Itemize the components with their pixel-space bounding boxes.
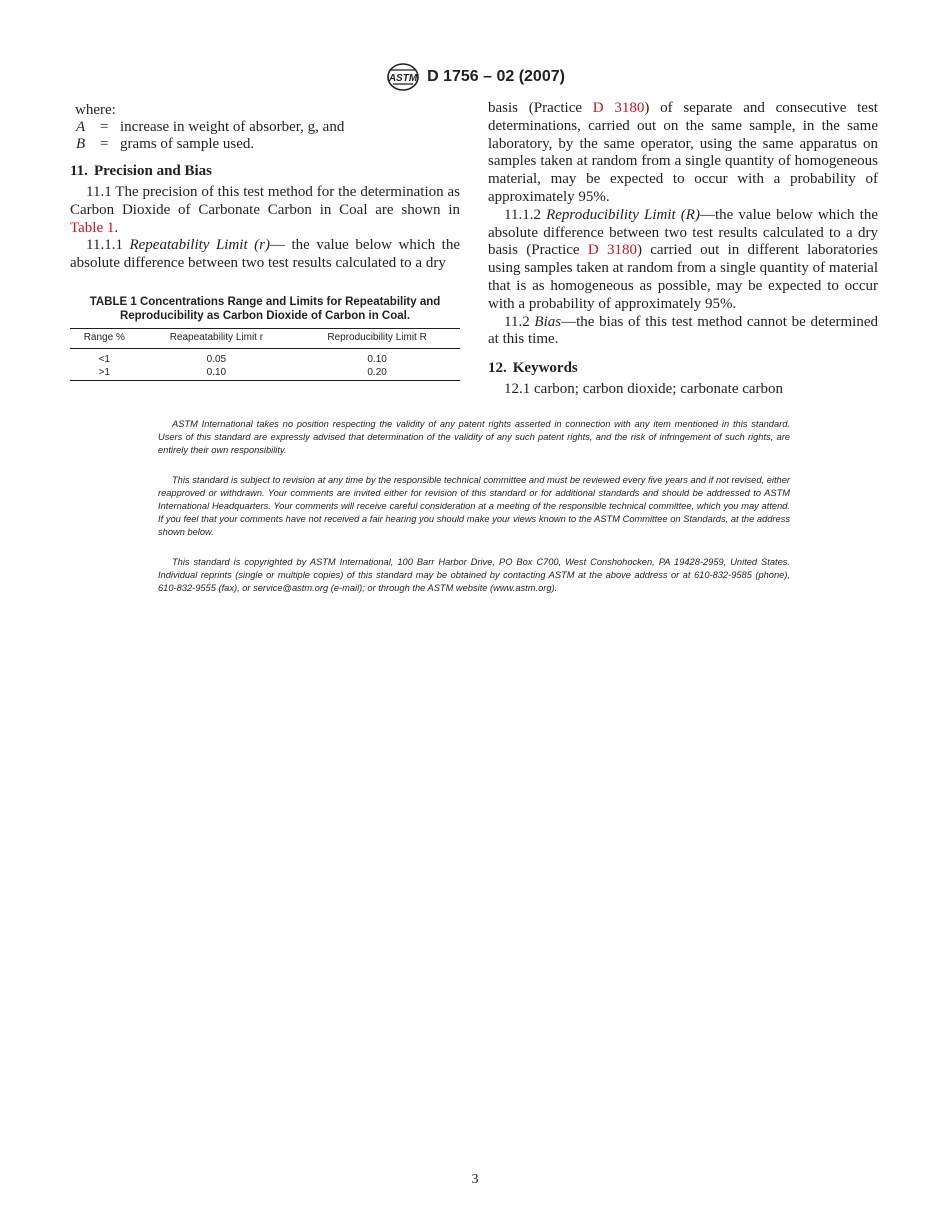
paragraph-11-1-2 (488, 207, 878, 314)
term-reproducibility-limit: Reproducibility Limit (R) (546, 206, 700, 223)
table-cell: 0.05 (206, 353, 227, 365)
definition-symbol: A (76, 119, 86, 135)
section-number: 12. (488, 360, 507, 377)
paragraph-number: 11.1.1 (86, 237, 130, 254)
definition-text: grams of sample used. (120, 135, 255, 152)
paragraph-continued (488, 100, 878, 207)
paragraph-number: 11.1.2 (504, 206, 547, 223)
table-row (70, 366, 460, 381)
section-title: Keywords (512, 360, 578, 377)
paragraph-text: —the value below which the absolute difference between two test results calculated to a dry basis (Practice (488, 206, 878, 259)
section-12-heading (488, 359, 878, 377)
column-header-repeatability: Reapeatability Limit r (139, 328, 295, 348)
paragraph-text: ) of separate and consecutive test determinations, carried out on the same sample, in the same laboratory, by the same operator, using the same apparatus on samples taken at random from a single quantity of homogeneous material, may be expected to occur with a probability of approximately 95%. (488, 100, 878, 205)
legal-notices (158, 418, 790, 612)
paragraph-text: ) carried out in different laboratories using samples taken at random from a single quantity of material that is as homogeneous as possible, may be expected to occur with a probability of approximately 95%. (488, 242, 878, 312)
table-cell: 0.10 (139, 366, 295, 381)
paragraph-text: — the value below which the absolute difference between two test results calculated to a dry (70, 237, 461, 272)
column-header-reproducibility: Reproducibility Limit R (294, 328, 460, 348)
column-header-range: Range % (70, 328, 139, 348)
astm-logo-icon (385, 62, 421, 92)
standard-designation: D 1756 – 02 (2007) (427, 68, 565, 85)
paragraph-number: 11.2 (504, 313, 535, 330)
definition-row (70, 119, 460, 136)
table-row (70, 348, 460, 366)
table-1-title (70, 295, 460, 323)
where-label: where: (75, 102, 116, 118)
definition-equals: = (100, 119, 109, 135)
d3180-link[interactable]: D 3180 (587, 242, 637, 259)
term-repeatability-limit: Repeatability Limit (r) (129, 237, 270, 254)
section-number: 11. (70, 163, 88, 179)
d3180-link[interactable]: D 3180 (592, 100, 645, 116)
table-cell: 0.10 (367, 353, 387, 365)
svg-text:ASTM: ASTM (388, 73, 418, 84)
definition-symbol: B (76, 135, 86, 152)
paragraph-11-1 (70, 184, 460, 237)
table-title-line: Reproducibility as Carbon Dioxide of Carbon in Coal. (119, 309, 411, 322)
definition-equals: = (100, 135, 109, 152)
paragraph-text: —the bias of this test method cannot be determined at this time. (488, 313, 878, 348)
revision-notice: This standard is subject to revision at any time by the responsible technical committee and must be reviewed every five years and if not revised, either reapproved or withdrawn. Your comments are invited either for revision of this standard or for additional standards and should be addressed to ASTM International Headquarters. Your comments will receive careful consideration at a meeting of the responsible technical committee, which you may attend. If you feel that your comments have not received a fair hearing you should make your views known to the ASTM Committee on Standards, at the address shown below. (158, 475, 790, 537)
table-cell: 0.20 (294, 366, 460, 381)
paragraph-11-1-1 (70, 237, 460, 273)
copyright-notice: This standard is copyrighted by ASTM International, 100 Barr Harbor Drive, PO Box C700, West Conshohocken, PA 19428-2959, United States. Individual reprints (single or multiple copies) of this standard may be obtained by contacting ASTM at the above address or at 610-832-9585 (phone), 610-832-9555 (fax), or service@astm.org (e-mail); or through the ASTM website (www.astm.org). (158, 557, 790, 593)
table-cell: <1 (98, 353, 110, 365)
table-1 (70, 328, 460, 381)
section-11-heading (70, 162, 460, 180)
table-header-row (70, 328, 460, 348)
table-cell: >1 (70, 366, 139, 381)
term-bias: Bias (534, 313, 562, 330)
page-number: 3 (471, 1172, 479, 1187)
paragraph-11-2 (488, 314, 878, 350)
table-1-link[interactable]: Table 1 (70, 219, 115, 236)
paragraph-12-1: 12.1 carbon; carbon dioxide; carbonate carbon (504, 381, 784, 398)
definition-row (70, 136, 460, 153)
variable-definitions (70, 119, 460, 152)
left-column (70, 102, 460, 381)
paragraph-text: 11.1 The precision of this test method for the determination as Carbon Dioxide of Carbonate Carbon in Coal are shown in (70, 184, 460, 218)
definition-text: increase in weight of absorber, g, and (120, 119, 345, 135)
patent-notice: ASTM International takes no position respecting the validity of any patent rights asserted in connection with any item mentioned in this standard. Users of this standard are expressly advised that determination of the validity of any such patent rights, and the risk of infringement of such rights, are entirely their own responsibility. (158, 419, 790, 455)
page-header (0, 62, 950, 92)
table-title-line: TABLE 1 Concentrations Range and Limits for Repeatability and (89, 295, 441, 308)
paragraph-text: . (114, 219, 119, 236)
section-title: Precision and Bias (93, 163, 213, 179)
right-column (488, 100, 878, 399)
paragraph-text: basis (Practice (488, 100, 593, 116)
